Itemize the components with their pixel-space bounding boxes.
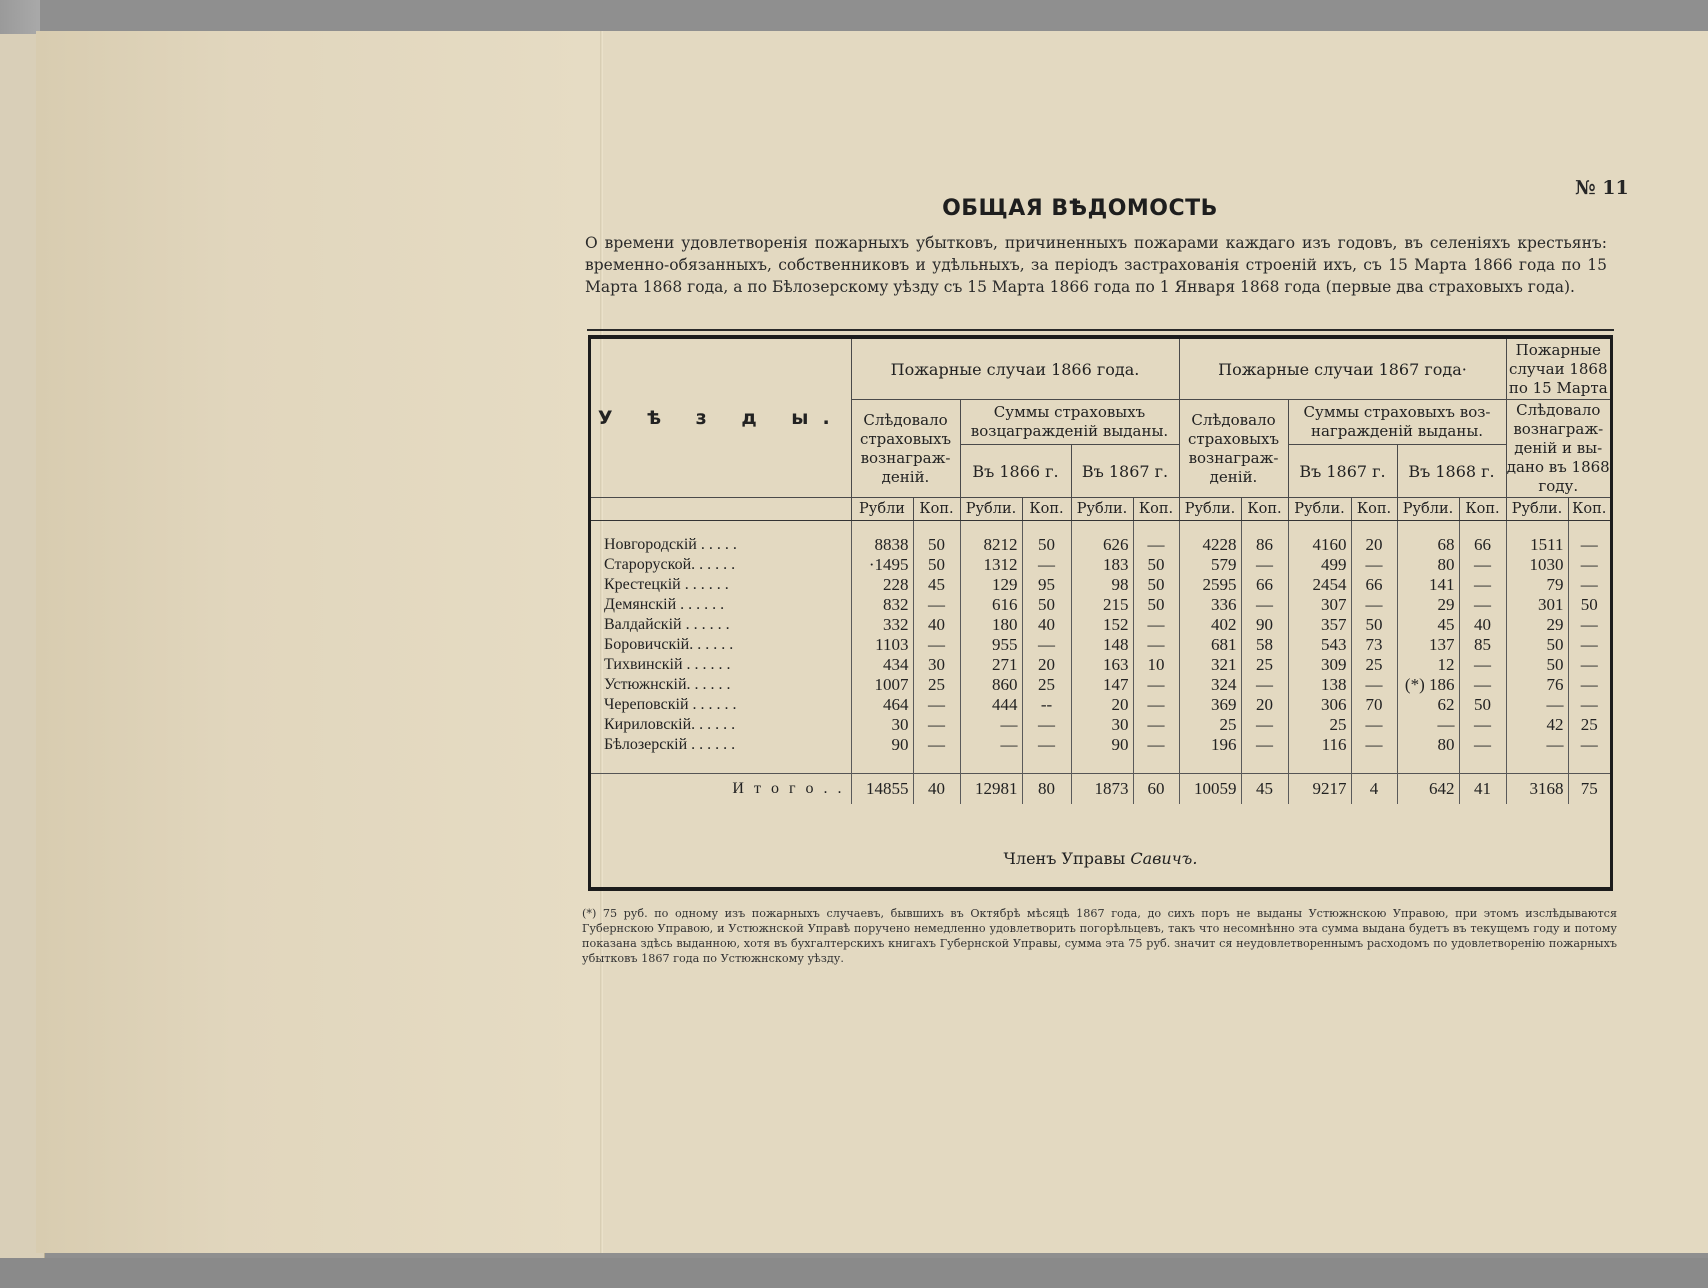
- rubles-cell: 12981: [960, 774, 1022, 805]
- left-page: [36, 31, 601, 1253]
- table-row: [591, 615, 1610, 635]
- rubles-cell: 80: [1397, 735, 1459, 755]
- kopecks-cell: 25: [1351, 655, 1397, 675]
- kopecks-cell: 80: [1022, 774, 1071, 805]
- rubles-cell: 9217: [1288, 774, 1351, 805]
- kopecks-cell: —: [1351, 715, 1397, 735]
- header-uezd: У ѣ з д ы.: [597, 406, 844, 429]
- kopecks-cell: —: [1241, 715, 1288, 735]
- rubles-cell: 196: [1179, 735, 1241, 755]
- rubles-cell: 309: [1288, 655, 1351, 675]
- kopecks-cell: 45: [1241, 774, 1288, 805]
- kopecks-cell: 41: [1459, 774, 1506, 805]
- kopecks-cell: —: [1568, 535, 1610, 555]
- statement-table-frame: [588, 335, 1613, 891]
- rubles-cell: 543: [1288, 635, 1351, 655]
- unit-header: Рубли.: [960, 498, 1022, 521]
- header-group-1866: Пожарные случаи 1866 года.: [851, 339, 1179, 400]
- rubles-cell: 25: [1179, 715, 1241, 735]
- kopecks-cell: 50: [1351, 615, 1397, 635]
- rubles-cell: —: [1397, 715, 1459, 735]
- rubles-cell: 2595: [1179, 575, 1241, 595]
- kopecks-cell: 66: [1351, 575, 1397, 595]
- kopecks-cell: —: [1241, 555, 1288, 575]
- rubles-cell: 42: [1506, 715, 1568, 735]
- rubles-cell: 955: [960, 635, 1022, 655]
- kopecks-cell: —: [1568, 615, 1610, 635]
- kopecks-cell: —: [1241, 675, 1288, 695]
- rubles-cell: 50: [1506, 635, 1568, 655]
- uezd-name: Новгородскій . . . . .: [604, 536, 737, 553]
- kopecks-cell: —: [1568, 575, 1610, 595]
- kopecks-cell: —: [1351, 675, 1397, 695]
- kopecks-cell: 66: [1459, 535, 1506, 555]
- rubles-cell: 499: [1288, 555, 1351, 575]
- unit-header: Коп.: [1568, 498, 1610, 521]
- footnote: (*) 75 руб. по одному изъ пожарныхъ случаевъ, бывшихъ въ Октябрѣ мѣсяцѣ 1867 года, до сихъ поръ не выданы Устюжнскою Управою, при этомъ изслѣдываются Губернскою Управою, и Устюжнской Управѣ поручено немедленно удовлетворить погорѣльцевъ, такъ что несомнѣнно эта сумма выдана будетъ въ текущемъ году и потому показана здѣсь выданною, хотя въ бухгалтерскихъ книгахъ Губернской Управы, сумма эта 75 руб. значит ся неудовлетвореннымъ расходомъ по удовлетворенію пожарныхъ убытковъ 1867 года по Устюжнскому уѣзду.: [582, 907, 1617, 965]
- kopecks-cell: —: [1133, 615, 1179, 635]
- rubles-cell: 68: [1397, 535, 1459, 555]
- rubles-cell: 141: [1397, 575, 1459, 595]
- header-year-1866: Въ 1866 г.: [960, 445, 1071, 498]
- table-row: [591, 735, 1610, 755]
- rubles-cell: ·1495: [851, 555, 913, 575]
- kopecks-cell: 86: [1241, 535, 1288, 555]
- table-row: [591, 655, 1610, 675]
- rubles-cell: 307: [1288, 595, 1351, 615]
- kopecks-cell: 25: [1568, 715, 1610, 735]
- signature: [591, 849, 1610, 868]
- kopecks-cell: —: [1022, 735, 1071, 755]
- rubles-cell: 4160: [1288, 535, 1351, 555]
- rubles-cell: —: [1506, 695, 1568, 715]
- rubles-cell: 306: [1288, 695, 1351, 715]
- document-title: ОБЩАЯ ВѢДОМОСТЬ: [942, 196, 1218, 221]
- rubles-cell: 579: [1179, 555, 1241, 575]
- table-row: [591, 675, 1610, 695]
- kopecks-cell: 50: [1022, 535, 1071, 555]
- header-due-1868: Слѣдовало вознаграж-деній и вы-дано въ 1868 году.: [1506, 400, 1610, 498]
- kopecks-cell: 40: [1459, 615, 1506, 635]
- kopecks-cell: —: [913, 715, 960, 735]
- unit-header: Коп.: [1133, 498, 1179, 521]
- kopecks-cell: —: [1133, 715, 1179, 735]
- kopecks-cell: 40: [1022, 615, 1071, 635]
- unit-header: Рубли.: [1397, 498, 1459, 521]
- kopecks-cell: 90: [1241, 615, 1288, 635]
- kopecks-cell: 70: [1351, 695, 1397, 715]
- rubles-cell: 90: [1071, 735, 1133, 755]
- rubles-cell: 14855: [851, 774, 913, 805]
- rubles-cell: 626: [1071, 535, 1133, 555]
- rubles-cell: 45: [1397, 615, 1459, 635]
- kopecks-cell: 30: [913, 655, 960, 675]
- kopecks-cell: —: [913, 595, 960, 615]
- uezd-name: Устюжнскій. . . . . .: [604, 676, 731, 693]
- rubles-cell: 332: [851, 615, 913, 635]
- uezd-name: Валдайскій . . . . . .: [604, 616, 730, 633]
- table-row: [591, 575, 1610, 595]
- kopecks-cell: 60: [1133, 774, 1179, 805]
- rubles-cell: 215: [1071, 595, 1133, 615]
- rubles-cell: 98: [1071, 575, 1133, 595]
- kopecks-cell: —: [1133, 735, 1179, 755]
- unit-header: Коп.: [1241, 498, 1288, 521]
- kopecks-cell: 25: [1241, 655, 1288, 675]
- kopecks-cell: —: [1241, 735, 1288, 755]
- rubles-cell: 369: [1179, 695, 1241, 715]
- statement-table: [591, 339, 1610, 804]
- rubles-cell: 1312: [960, 555, 1022, 575]
- unit-header: Рубли.: [1179, 498, 1241, 521]
- kopecks-cell: 50: [1568, 595, 1610, 615]
- spacer-row: [591, 755, 1610, 774]
- rubles-cell: 324: [1179, 675, 1241, 695]
- kopecks-cell: —: [1241, 595, 1288, 615]
- rubles-cell: 357: [1288, 615, 1351, 635]
- units-row: [591, 498, 1610, 521]
- rubles-cell: 152: [1071, 615, 1133, 635]
- unit-header: Рубли.: [1506, 498, 1568, 521]
- rubles-cell: —: [960, 715, 1022, 735]
- uezd-name: Череповскій . . . . . .: [604, 696, 737, 713]
- kopecks-cell: —: [1022, 635, 1071, 655]
- unit-header: Коп.: [1351, 498, 1397, 521]
- kopecks-cell: —: [1459, 675, 1506, 695]
- unit-header: Рубли.: [1071, 498, 1133, 521]
- rubles-cell: 616: [960, 595, 1022, 615]
- rubles-cell: 25: [1288, 715, 1351, 735]
- unit-header: Коп.: [913, 498, 960, 521]
- kopecks-cell: —: [1459, 715, 1506, 735]
- kopecks-cell: 73: [1351, 635, 1397, 655]
- header-group-1868: Пожарные случаи 1868 по 15 Марта: [1506, 339, 1610, 400]
- rubles-cell: 183: [1071, 555, 1133, 575]
- header-year-1867a: Въ 1867 г.: [1071, 445, 1179, 498]
- rubles-cell: 79: [1506, 575, 1568, 595]
- rubles-cell: 860: [960, 675, 1022, 695]
- rubles-cell: 30: [1071, 715, 1133, 735]
- kopecks-cell: 20: [1022, 655, 1071, 675]
- kopecks-cell: —: [1459, 575, 1506, 595]
- kopecks-cell: —: [1568, 675, 1610, 695]
- kopecks-cell: 75: [1568, 774, 1610, 805]
- kopecks-cell: —: [1568, 735, 1610, 755]
- rubles-cell: 1030: [1506, 555, 1568, 575]
- kopecks-cell: —: [1568, 635, 1610, 655]
- kopecks-cell: 50: [1133, 575, 1179, 595]
- total-row: [591, 774, 1610, 805]
- kopecks-cell: 20: [1241, 695, 1288, 715]
- unit-header: Коп.: [1459, 498, 1506, 521]
- kopecks-cell: 20: [1351, 535, 1397, 555]
- rubles-cell: 271: [960, 655, 1022, 675]
- spacer-row: [591, 521, 1610, 536]
- rubles-cell: 336: [1179, 595, 1241, 615]
- kopecks-cell: 40: [913, 615, 960, 635]
- kopecks-cell: 66: [1241, 575, 1288, 595]
- kopecks-cell: —: [1459, 555, 1506, 575]
- kopecks-cell: 58: [1241, 635, 1288, 655]
- kopecks-cell: —: [1351, 595, 1397, 615]
- table-row: [591, 555, 1610, 575]
- rubles-cell: 137: [1397, 635, 1459, 655]
- unit-header: Рубли: [851, 498, 913, 521]
- rubles-cell: 8838: [851, 535, 913, 555]
- rubles-cell: 3168: [1506, 774, 1568, 805]
- rubles-cell: 1511: [1506, 535, 1568, 555]
- table-row: [591, 595, 1610, 615]
- kopecks-cell: —: [1022, 715, 1071, 735]
- rubles-cell: 301: [1506, 595, 1568, 615]
- unit-header: Коп.: [1022, 498, 1071, 521]
- rubles-cell: 90: [851, 735, 913, 755]
- header-group-1867: Пожарные случаи 1867 года·: [1179, 339, 1506, 400]
- uezd-name: И т о г о . .: [591, 774, 851, 805]
- kopecks-cell: —: [913, 735, 960, 755]
- kopecks-cell: —: [1351, 735, 1397, 755]
- kopecks-cell: —: [1459, 595, 1506, 615]
- kopecks-cell: 45: [913, 575, 960, 595]
- rubles-cell: 464: [851, 695, 913, 715]
- kopecks-cell: 10: [1133, 655, 1179, 675]
- rubles-cell: 62: [1397, 695, 1459, 715]
- rubles-cell: 2454: [1288, 575, 1351, 595]
- rubles-cell: 4228: [1179, 535, 1241, 555]
- rubles-cell: 681: [1179, 635, 1241, 655]
- rubles-cell: 29: [1397, 595, 1459, 615]
- rubles-cell: 1007: [851, 675, 913, 695]
- document-intro: О времени удовлетворенія пожарныхъ убытковъ, причиненныхъ пожарами каждаго изъ годовъ, въ селеніяхъ крестьянъ: временно-обязанныхъ, собственниковъ и удѣльныхъ, за періодъ застрахованія строеній ихъ, съ 15 Марта 1866 года по 15 Марта 1868 года, а по Бѣлозерскому уѣзду съ 15 Марта 1866 года по 1 Января 1868 года (первые два страховыхъ года).: [585, 234, 1607, 296]
- rubles-cell: 642: [1397, 774, 1459, 805]
- kopecks-cell: 50: [1022, 595, 1071, 615]
- rubles-cell: 29: [1506, 615, 1568, 635]
- kopecks-cell: —: [1133, 635, 1179, 655]
- kopecks-cell: —: [1133, 535, 1179, 555]
- uezd-name: Тихвинскій . . . . . .: [604, 656, 731, 673]
- kopecks-cell: 25: [913, 675, 960, 695]
- rubles-cell: 1873: [1071, 774, 1133, 805]
- rubles-cell: 832: [851, 595, 913, 615]
- rubles-cell: 30: [851, 715, 913, 735]
- kopecks-cell: —: [1568, 695, 1610, 715]
- header-due-1866: Слѣдовало страховыхъ вознаграж-деній.: [851, 400, 960, 498]
- rubles-cell: —: [960, 735, 1022, 755]
- kopecks-cell: --: [1022, 695, 1071, 715]
- rubles-cell: 20: [1071, 695, 1133, 715]
- rubles-cell: 1103: [851, 635, 913, 655]
- kopecks-cell: —: [913, 635, 960, 655]
- kopecks-cell: —: [1133, 695, 1179, 715]
- rubles-cell: 434: [851, 655, 913, 675]
- uezd-name: Староруской. . . . . .: [604, 556, 736, 573]
- rubles-cell: 228: [851, 575, 913, 595]
- uezd-name: Кириловскій. . . . . .: [604, 716, 736, 733]
- rubles-cell: 402: [1179, 615, 1241, 635]
- header-due-1867: Слѣдовало страховыхъ вознаграж-деній.: [1179, 400, 1288, 498]
- kopecks-cell: 50: [1459, 695, 1506, 715]
- signature-title: Членъ Управы: [1003, 849, 1126, 868]
- header-year-1868: Въ 1868 г.: [1397, 445, 1506, 498]
- kopecks-cell: 4: [1351, 774, 1397, 805]
- unit-header: Рубли.: [1288, 498, 1351, 521]
- rubles-cell: 10059: [1179, 774, 1241, 805]
- rubles-cell: 50: [1506, 655, 1568, 675]
- rubles-cell: 147: [1071, 675, 1133, 695]
- rubles-cell: —: [1506, 735, 1568, 755]
- kopecks-cell: 85: [1459, 635, 1506, 655]
- uezd-name: Крестецкій . . . . . .: [604, 576, 729, 593]
- header-year-1867b: Въ 1867 г.: [1288, 445, 1397, 498]
- uezd-name: Бѣлозерскій . . . . . .: [604, 736, 736, 753]
- kopecks-cell: 50: [913, 535, 960, 555]
- table-row: [591, 535, 1610, 555]
- kopecks-cell: 50: [913, 555, 960, 575]
- kopecks-cell: 40: [913, 774, 960, 805]
- rubles-cell: 80: [1397, 555, 1459, 575]
- rubles-cell: 129: [960, 575, 1022, 595]
- kopecks-cell: 95: [1022, 575, 1071, 595]
- rubles-cell: 321: [1179, 655, 1241, 675]
- rubles-cell: 116: [1288, 735, 1351, 755]
- kopecks-cell: —: [913, 695, 960, 715]
- uezd-name: Боровичскій. . . . . .: [604, 636, 734, 653]
- rubles-cell: 180: [960, 615, 1022, 635]
- table-row: [591, 695, 1610, 715]
- kopecks-cell: —: [1459, 655, 1506, 675]
- kopecks-cell: —: [1459, 735, 1506, 755]
- rubles-cell: 163: [1071, 655, 1133, 675]
- rubles-cell: 12: [1397, 655, 1459, 675]
- header-paid-1866: Суммы страховыхъ возцагражденій выданы.: [960, 400, 1179, 445]
- kopecks-cell: —: [1133, 675, 1179, 695]
- kopecks-cell: —: [1351, 555, 1397, 575]
- header-paid-1867: Суммы страховыхъ воз-награжденій выданы.: [1288, 400, 1506, 445]
- rubles-cell: 138: [1288, 675, 1351, 695]
- kopecks-cell: —: [1568, 555, 1610, 575]
- background-bottom: [0, 1258, 1708, 1288]
- rubles-cell: (*) 186: [1397, 675, 1459, 695]
- uezd-name: Демянскій . . . . . .: [604, 596, 725, 613]
- signature-name: Савичъ.: [1130, 849, 1198, 868]
- table-row: [591, 715, 1610, 735]
- rubles-cell: 148: [1071, 635, 1133, 655]
- kopecks-cell: —: [1568, 655, 1610, 675]
- rubles-cell: 444: [960, 695, 1022, 715]
- rubles-cell: 8212: [960, 535, 1022, 555]
- kopecks-cell: 50: [1133, 555, 1179, 575]
- kopecks-cell: 50: [1133, 595, 1179, 615]
- table-row: [591, 635, 1610, 655]
- kopecks-cell: —: [1022, 555, 1071, 575]
- kopecks-cell: 25: [1022, 675, 1071, 695]
- rubles-cell: 76: [1506, 675, 1568, 695]
- document-number: № 11: [1575, 177, 1629, 199]
